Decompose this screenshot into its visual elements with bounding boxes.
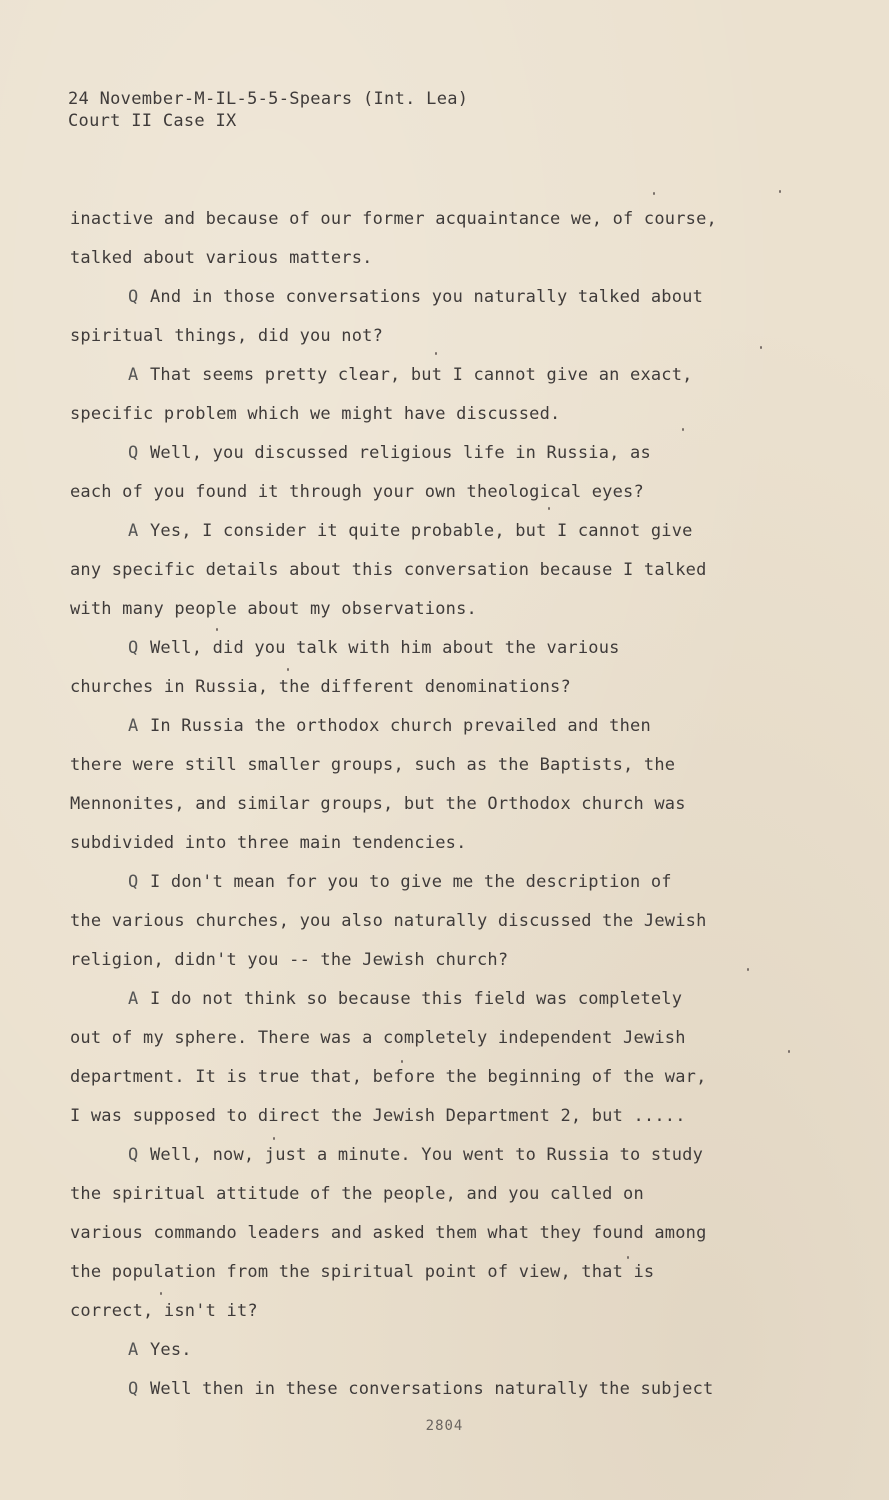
text-line: spiritual things, did you not? [70, 326, 384, 346]
speaker-mark: Q [128, 1145, 139, 1165]
paper-speck [435, 352, 437, 355]
paper-speck [548, 507, 550, 510]
paper-speck [760, 346, 762, 349]
text-line: Q And in those conversations you naturally talked about [70, 278, 810, 317]
text-line: A I do not think so because this field was completely [70, 980, 810, 1019]
speaker-mark: A [128, 716, 139, 736]
answer-paragraph [70, 356, 810, 434]
text-line: out of my sphere. There was a completely independent Jewish [70, 1028, 686, 1048]
question-paragraph [70, 1370, 810, 1409]
answer-paragraph [70, 707, 810, 863]
text-line: inactive and because of our former acquaintance we, of course, [70, 209, 717, 229]
text-line: subdivided into three main tendencies. [70, 833, 467, 853]
text-line: Q I don't mean for you to give me the description of [70, 863, 810, 902]
paper-speck [779, 190, 781, 193]
paper-speck [627, 1256, 629, 1259]
speaker-mark: Q [128, 287, 139, 307]
text-line: Q Well, you discussed religious life in Russia, as [70, 434, 810, 473]
text-line: Q Well, did you talk with him about the various [70, 629, 810, 668]
document-header [68, 88, 468, 132]
paper-speck [273, 1137, 275, 1140]
speaker-mark: A [128, 365, 139, 385]
speaker-mark: A [128, 1340, 139, 1360]
paper-speck [160, 1292, 162, 1295]
answer-paragraph [70, 1331, 810, 1370]
paper-speck [788, 1050, 790, 1053]
paper-speck [287, 668, 289, 671]
speaker-mark: Q [128, 638, 139, 658]
speaker-mark: A [128, 521, 139, 541]
header-session-line: 24 November-M-IL-5-5-Spears (Int. Lea) [68, 89, 469, 109]
speaker-mark: Q [128, 443, 139, 463]
text-line: religion, didn't you -- the Jewish church? [70, 950, 509, 970]
answer-paragraph [70, 512, 810, 629]
text-line: specific problem which we might have discussed. [70, 404, 561, 424]
text-line: A Yes, I consider it quite probable, but I cannot give [70, 512, 810, 551]
text-line: the spiritual attitude of the people, and you called on [70, 1184, 644, 1204]
text-line: various commando leaders and asked them what they found among [70, 1223, 707, 1243]
text-line: Q Well, now, just a minute. You went to Russia to study [70, 1136, 810, 1175]
header-court-line: Court II Case IX [68, 111, 237, 131]
text-line: the population from the spiritual point of view, that is [70, 1262, 655, 1282]
question-paragraph [70, 278, 810, 356]
question-paragraph [70, 863, 810, 980]
paragraph [70, 200, 810, 278]
text-line: A In Russia the orthodox church prevailed and then [70, 707, 810, 746]
text-line: any specific details about this conversation because I talked [70, 560, 707, 580]
speaker-mark: Q [128, 872, 139, 892]
text-line: churches in Russia, the different denominations? [70, 677, 571, 697]
text-line: I was supposed to direct the Jewish Department 2, but ..... [70, 1106, 686, 1126]
text-line: Q Well then in these conversations naturally the subject [70, 1370, 810, 1409]
paper-speck [747, 968, 749, 971]
text-line: with many people about my observations. [70, 599, 477, 619]
answer-paragraph [70, 980, 810, 1136]
speaker-mark: A [128, 989, 139, 1009]
text-line: A Yes. [70, 1331, 810, 1370]
text-line: Mennonites, and similar groups, but the Orthodox church was [70, 794, 686, 814]
paper-speck [653, 192, 655, 195]
text-line: each of you found it through your own theological eyes? [70, 482, 644, 502]
paper-speck [401, 1060, 403, 1063]
text-line: talked about various matters. [70, 248, 373, 268]
text-line: the various churches, you also naturally discussed the Jewish [70, 911, 707, 931]
text-line: department. It is true that, before the beginning of the war, [70, 1067, 707, 1087]
paper-speck [216, 628, 218, 631]
question-paragraph [70, 629, 810, 707]
question-paragraph [70, 1136, 810, 1331]
question-paragraph [70, 434, 810, 512]
text-line: correct, isn't it? [70, 1301, 258, 1321]
text-line: A That seems pretty clear, but I cannot give an exact, [70, 356, 810, 395]
paper-speck [682, 428, 684, 431]
transcript-body [70, 200, 810, 1409]
speaker-mark: Q [128, 1379, 139, 1399]
page-number: 2804 [425, 1418, 464, 1434]
text-line: there were still smaller groups, such as the Baptists, the [70, 755, 676, 775]
